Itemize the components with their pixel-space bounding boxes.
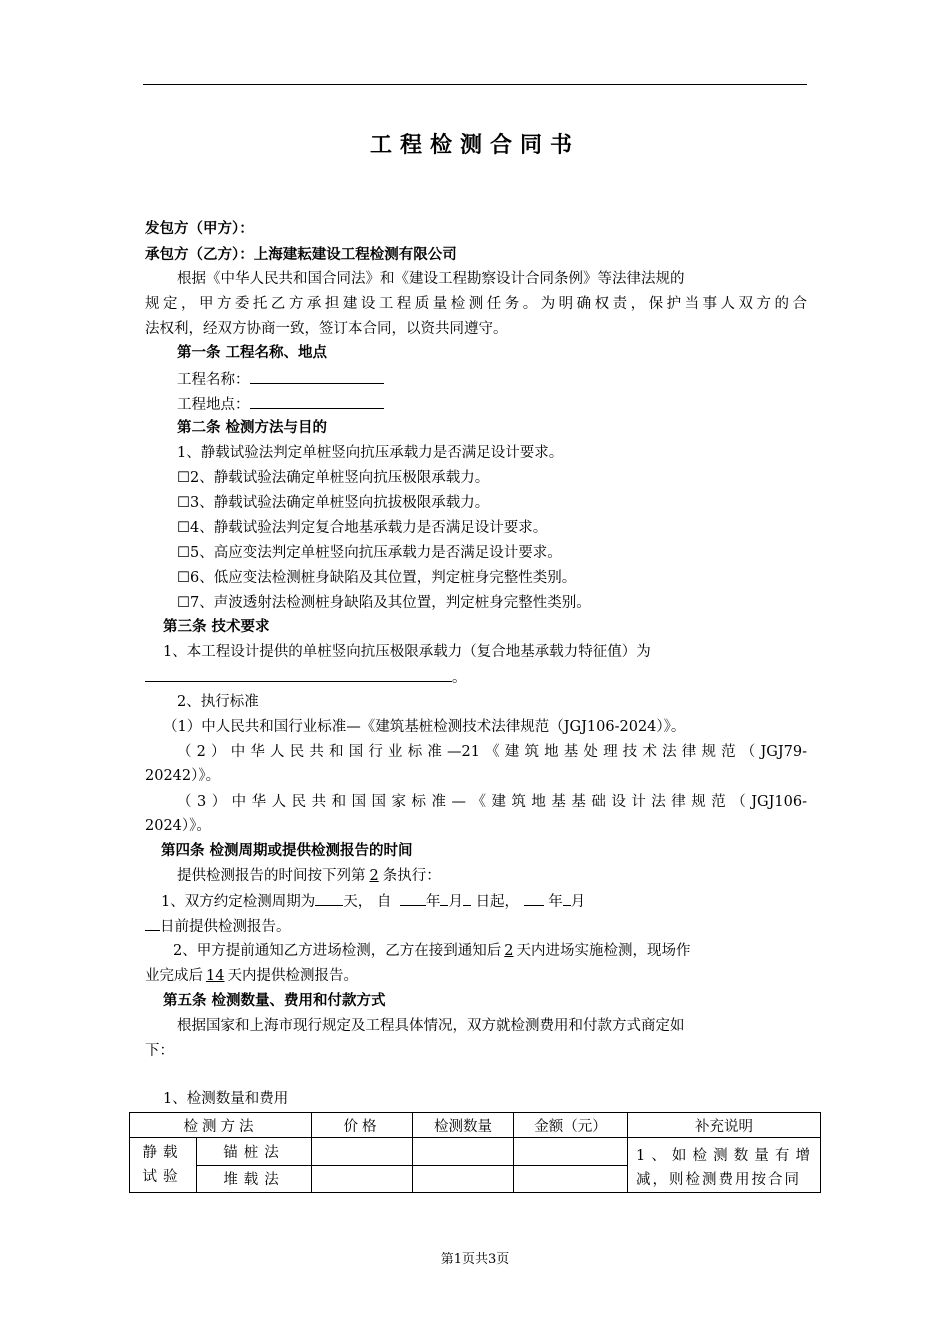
- option-1-text: 年: [425, 894, 441, 910]
- project-name-blank[interactable]: [250, 369, 384, 384]
- report-time-prefix: 提供检测报告的时间按下列第: [177, 868, 366, 884]
- header-note: 补充说明: [628, 1113, 821, 1138]
- start-day-blank[interactable]: [463, 891, 471, 906]
- intro-line-2: 规定，甲方委托乙方承担建设工程质量检测任务。为明确权责，保护当事人双方的合: [145, 296, 807, 312]
- option-2-text: 2、甲方提前通知乙方进场检测，乙方在接到通知后: [173, 943, 502, 959]
- price-cell[interactable]: [312, 1165, 413, 1193]
- standard-2-line-1: （2）中华人民共和国行业标准—21《建筑地基处理技术法律规范（JGJ79-: [177, 744, 807, 760]
- header-method: 检测方法: [130, 1113, 312, 1138]
- note-cell: 1、如检测数量有增减，则检测费用按合同: [628, 1138, 821, 1193]
- end-day-blank[interactable]: [145, 916, 160, 931]
- project-site-row: [177, 394, 384, 415]
- amount-cell[interactable]: [514, 1138, 628, 1166]
- standard-1: （1）中人民共和国行业标准—《建筑基桩检测技术法律规范（JGJ106-2024）》。: [163, 719, 686, 735]
- project-site-label: 工程地点：: [177, 397, 250, 413]
- requirement-1-end: 。: [452, 670, 467, 686]
- method-anchor-pile: 锚桩法: [197, 1138, 312, 1166]
- method-item[interactable]: ☐4、静载试验法判定复合地基承载力是否满足设计要求。: [177, 520, 548, 536]
- end-month-blank[interactable]: [563, 891, 571, 906]
- requirement-1-blank-row: [145, 667, 467, 688]
- standard-3-line-2: 2024）》。: [145, 818, 211, 834]
- static-load-group: 静载试验: [130, 1138, 197, 1193]
- table-row: [130, 1138, 821, 1166]
- header-rule: [143, 84, 807, 85]
- requirement-2: 2、执行标准: [177, 694, 259, 710]
- requirement-1: 1、本工程设计提供的单桩竖向抗压极限承载力（复合地基承载力特征值）为: [163, 644, 651, 660]
- option-1-text: 日起，: [475, 894, 520, 910]
- method-item[interactable]: ☐5、高应变法判定单桩竖向抗压承载力是否满足设计要求。: [177, 545, 562, 561]
- quantity-cell[interactable]: [413, 1165, 514, 1193]
- option-2-text: 天内进场实施检测，现场作: [516, 943, 691, 959]
- option-1-line-1: [161, 891, 585, 912]
- method-item[interactable]: ☐6、低应变法检测桩身缺陷及其位置，判定桩身完整性类别。: [177, 570, 577, 586]
- report-time-suffix: 条执行：: [382, 868, 441, 884]
- option-1-line-2: [145, 916, 291, 937]
- method-item[interactable]: ☐3、静载试验法确定单桩竖向抗拔极限承载力。: [177, 495, 490, 511]
- article-3-heading: 第三条 技术要求: [163, 619, 270, 635]
- option-2-text: 业完成后: [145, 968, 203, 984]
- option-2-text: 天内提供检测报告。: [227, 968, 358, 984]
- capacity-blank[interactable]: [145, 667, 452, 682]
- amount-cell[interactable]: [514, 1165, 628, 1193]
- option-1-text: 1、双方约定检测周期为: [161, 894, 316, 910]
- party-a-label: 发包方（甲方）：: [145, 221, 254, 237]
- method-item[interactable]: ☐2、静载试验法确定单桩竖向抗压极限承载力。: [177, 470, 490, 486]
- fee-table: [129, 1112, 821, 1193]
- period-days-blank[interactable]: [315, 891, 343, 906]
- method-item: 1、静载试验法判定单桩竖向抗压承载力是否满足设计要求。: [177, 445, 564, 461]
- option-1-text: 月: [570, 894, 586, 910]
- intro-line-3: 法权利，经双方协商一致，签订本合同，以资共同遵守。: [145, 321, 508, 337]
- table-header-row: [130, 1113, 821, 1138]
- intro-line-1: 根据《中华人民共和国合同法》和《建设工程勘察设计合同条例》等法律法规的: [177, 271, 685, 287]
- option-1-text: 月: [448, 894, 463, 910]
- end-year-blank[interactable]: [524, 891, 544, 906]
- header-price: 价格: [312, 1113, 413, 1138]
- standard-2-line-2: 20242）》。: [145, 768, 221, 784]
- article-2-heading: 第二条 检测方法与目的: [177, 420, 328, 436]
- article-5-heading: 第五条 检测数量、费用和付款方式: [163, 993, 386, 1009]
- entry-days-value[interactable]: 2: [504, 943, 514, 959]
- option-1-text: 日前提供检测报告。: [160, 919, 291, 935]
- start-year-blank[interactable]: [400, 891, 426, 906]
- method-surcharge-load: 堆载法: [197, 1165, 312, 1193]
- report-days-value[interactable]: 14: [206, 968, 225, 984]
- article-1-heading: 第一条 工程名称、地点: [177, 345, 328, 361]
- option-1-text: 年: [548, 894, 563, 910]
- header-quantity: 检测数量: [413, 1113, 514, 1138]
- option-1-text: 天， 自: [343, 894, 392, 910]
- project-name-row: [177, 369, 384, 390]
- project-name-label: 工程名称：: [177, 372, 250, 388]
- option-2-line-2: [145, 966, 358, 986]
- selected-option-number[interactable]: 2: [369, 868, 379, 884]
- page-footer: 第1页共3页: [440, 1252, 510, 1267]
- quantity-cell[interactable]: [413, 1138, 514, 1166]
- document-title: 工程检测合同书: [369, 133, 580, 158]
- article-4-heading: 第四条 检测周期或提供检测报告的时间: [161, 843, 413, 859]
- standard-3-line-1: （3）中华人民共和国国家标准—《建筑地基基础设计法律规范（JGJ106-: [177, 794, 807, 810]
- price-cell[interactable]: [312, 1138, 413, 1166]
- report-time-line: [177, 866, 441, 886]
- party-b-label: 承包方（乙方）：上海建耘建设工程检测有限公司: [145, 247, 457, 263]
- article-5-intro-1: 根据国家和上海市现行规定及工程具体情况，双方就检测费用和付款方式商定如: [177, 1018, 685, 1034]
- article-5-intro-2: 下：: [145, 1043, 174, 1059]
- project-site-blank[interactable]: [250, 394, 384, 409]
- header-amount: 金额（元）: [514, 1113, 628, 1138]
- fee-subheading: 1、检测数量和费用: [163, 1091, 289, 1107]
- method-item[interactable]: ☐7、声波透射法检测桩身缺陷及其位置，判定桩身完整性类别。: [177, 595, 591, 611]
- option-2-line-1: [173, 941, 690, 961]
